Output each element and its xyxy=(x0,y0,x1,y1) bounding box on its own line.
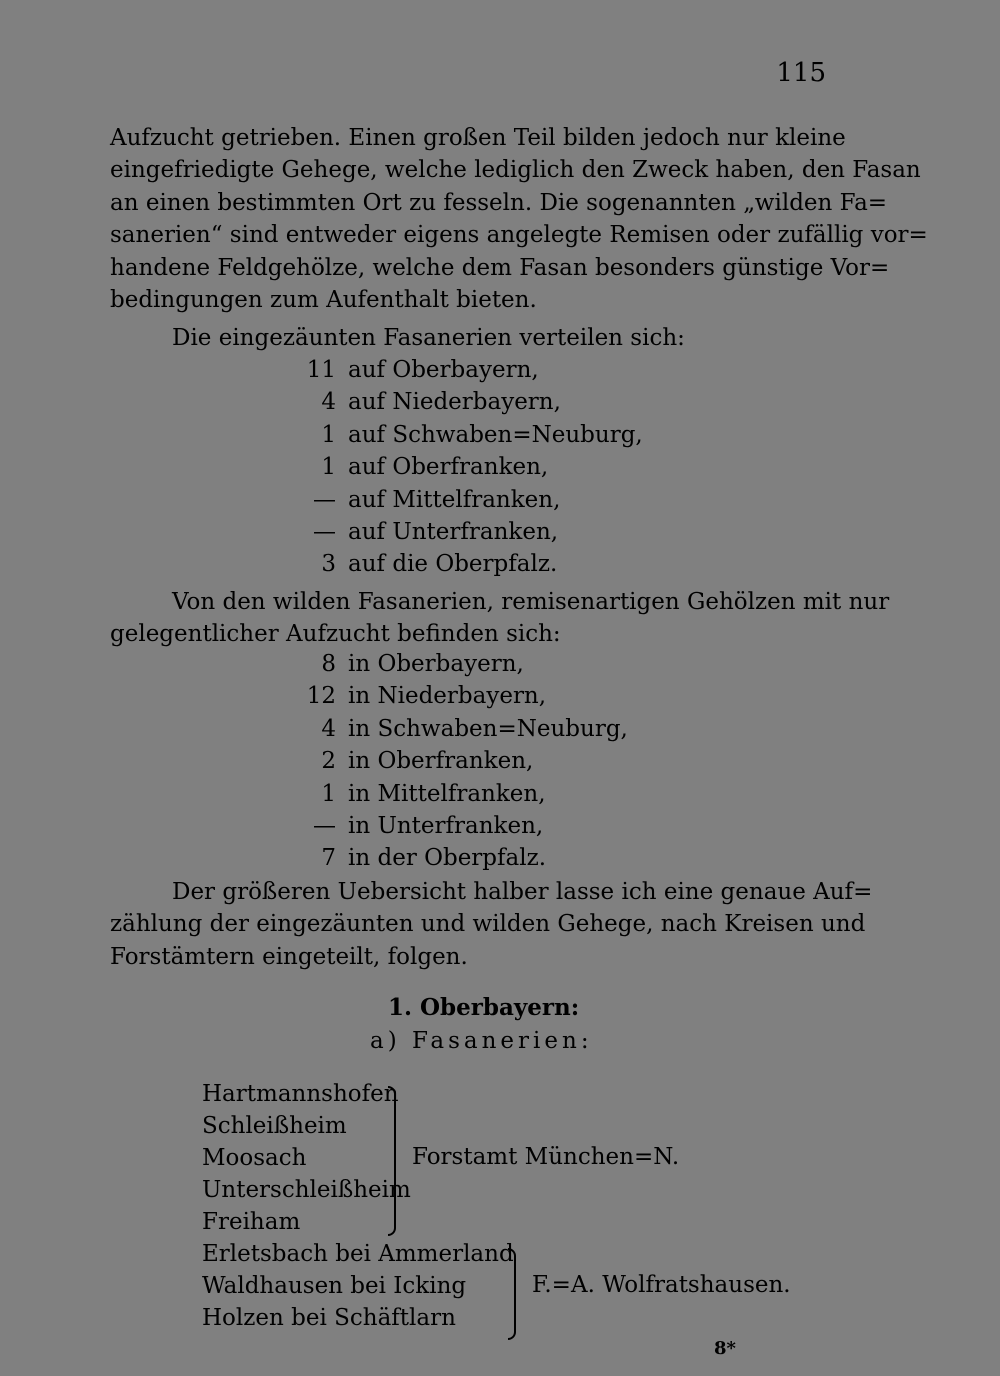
list-count: 12 xyxy=(306,683,336,710)
list-text: auf die Oberpfalz. xyxy=(348,551,558,578)
list-item xyxy=(296,516,643,548)
list-count: 1 xyxy=(321,421,336,448)
signature-mark: 8* xyxy=(714,1338,736,1359)
list-text: auf Mittelfranken, xyxy=(348,486,561,513)
list-count: 7 xyxy=(321,845,336,872)
paragraph-1 xyxy=(110,122,928,316)
list-enclosed xyxy=(296,354,643,581)
text-line: zählung der eingezäunten und wilden Gehege, nach Kreisen und xyxy=(110,911,866,938)
text-line: sanerien“ sind entweder eigens angelegte Remisen oder zufällig vor= xyxy=(110,222,928,249)
list-count: 4 xyxy=(321,389,336,416)
list-item xyxy=(296,548,643,580)
list-text: in Unterfranken, xyxy=(348,813,544,840)
list-item xyxy=(296,354,643,386)
list-item xyxy=(296,810,628,842)
place-group-wolfratshausen xyxy=(202,1238,514,1334)
paragraph-3 xyxy=(110,586,890,651)
list-item xyxy=(296,680,628,712)
place-name: Moosach xyxy=(202,1145,307,1171)
list-count: 1 xyxy=(321,454,336,481)
list-count: 4 xyxy=(321,715,336,742)
list-item xyxy=(296,419,643,451)
list-count: 1 xyxy=(321,780,336,807)
text-line: an einen bestimmten Ort zu fesseln. Die sogenannten „wilden Fa= xyxy=(110,189,888,216)
forest-office-wolfratshausen: F.=A. Wolfratshausen. xyxy=(532,1272,791,1298)
place-name: Holzen bei Schäftlarn xyxy=(202,1305,456,1331)
text-line: handene Feldgehölze, welche dem Fasan besonders günstige Vor= xyxy=(110,254,890,281)
list-text: in der Oberpfalz. xyxy=(348,845,547,872)
section-subheading: a) Fasanerien: xyxy=(370,1028,593,1054)
list-count: — xyxy=(313,519,336,546)
list-count: 3 xyxy=(321,551,336,578)
place-name: Unterschleißheim xyxy=(202,1177,411,1203)
list-item xyxy=(296,386,643,418)
list-text: auf Oberbayern, xyxy=(348,357,539,383)
list-item xyxy=(296,778,628,810)
paragraph-2 xyxy=(110,322,826,354)
list-text: in Niederbayern, xyxy=(348,683,547,710)
place-name: Hartmannshofen xyxy=(202,1081,399,1107)
place-group-munich xyxy=(202,1078,411,1238)
list-item xyxy=(296,451,643,483)
text-line: Aufzucht getrieben. Einen großen Teil bilden jedoch nur kleine xyxy=(110,125,846,151)
list-item xyxy=(296,745,628,777)
list-text: auf Oberfranken, xyxy=(348,454,549,481)
list-text: auf Schwaben=Neuburg, xyxy=(348,421,643,448)
list-text: in Oberbayern, xyxy=(348,651,524,677)
list-text: in Mittelfranken, xyxy=(348,780,546,807)
list-item xyxy=(296,484,643,516)
page-number: 115 xyxy=(776,58,826,88)
text-line: gelegentlicher Aufzucht befinden sich: xyxy=(110,621,561,648)
list-count: 11 xyxy=(306,357,336,383)
list-text: auf Unterfranken, xyxy=(348,519,559,546)
paragraph-4 xyxy=(110,876,873,973)
list-text: in Oberfranken, xyxy=(348,748,534,775)
text-line: Forstämtern eingeteilt, folgen. xyxy=(110,943,468,970)
brace-wolfratshausen xyxy=(508,1248,516,1340)
text-line: Der größeren Uebersicht halber lasse ich eine genaue Auf= xyxy=(172,879,873,905)
list-count: 8 xyxy=(321,651,336,677)
text-line: eingefriedigte Gehege, welche lediglich den Zweck haben, den Fasan xyxy=(110,157,921,184)
list-item xyxy=(296,713,628,745)
text-line: Die eingezäunten Fasanerien verteilen sich: xyxy=(172,325,685,351)
list-item xyxy=(296,842,628,874)
list-count: 2 xyxy=(321,748,336,775)
list-text: auf Niederbayern, xyxy=(348,389,561,416)
forest-office-munich: Forstamt München=N. xyxy=(412,1144,680,1170)
place-name: Waldhausen bei Icking xyxy=(202,1273,467,1299)
brace-munich xyxy=(388,1086,396,1236)
text-line: Von den wilden Fasanerien, remisenartigen Gehölzen mit nur xyxy=(172,589,890,615)
place-name: Freiham xyxy=(202,1209,301,1235)
list-wild xyxy=(296,648,628,875)
text-line: bedingungen zum Aufenthalt bieten. xyxy=(110,287,537,314)
place-name: Schleißheim xyxy=(202,1113,347,1139)
place-name: Erletsbach bei Ammerland xyxy=(202,1241,514,1267)
section-heading: 1. Oberbayern: xyxy=(388,994,580,1021)
list-count: — xyxy=(313,813,336,840)
list-text: in Schwaben=Neuburg, xyxy=(348,715,628,742)
list-count: — xyxy=(313,486,336,513)
list-item xyxy=(296,648,628,680)
